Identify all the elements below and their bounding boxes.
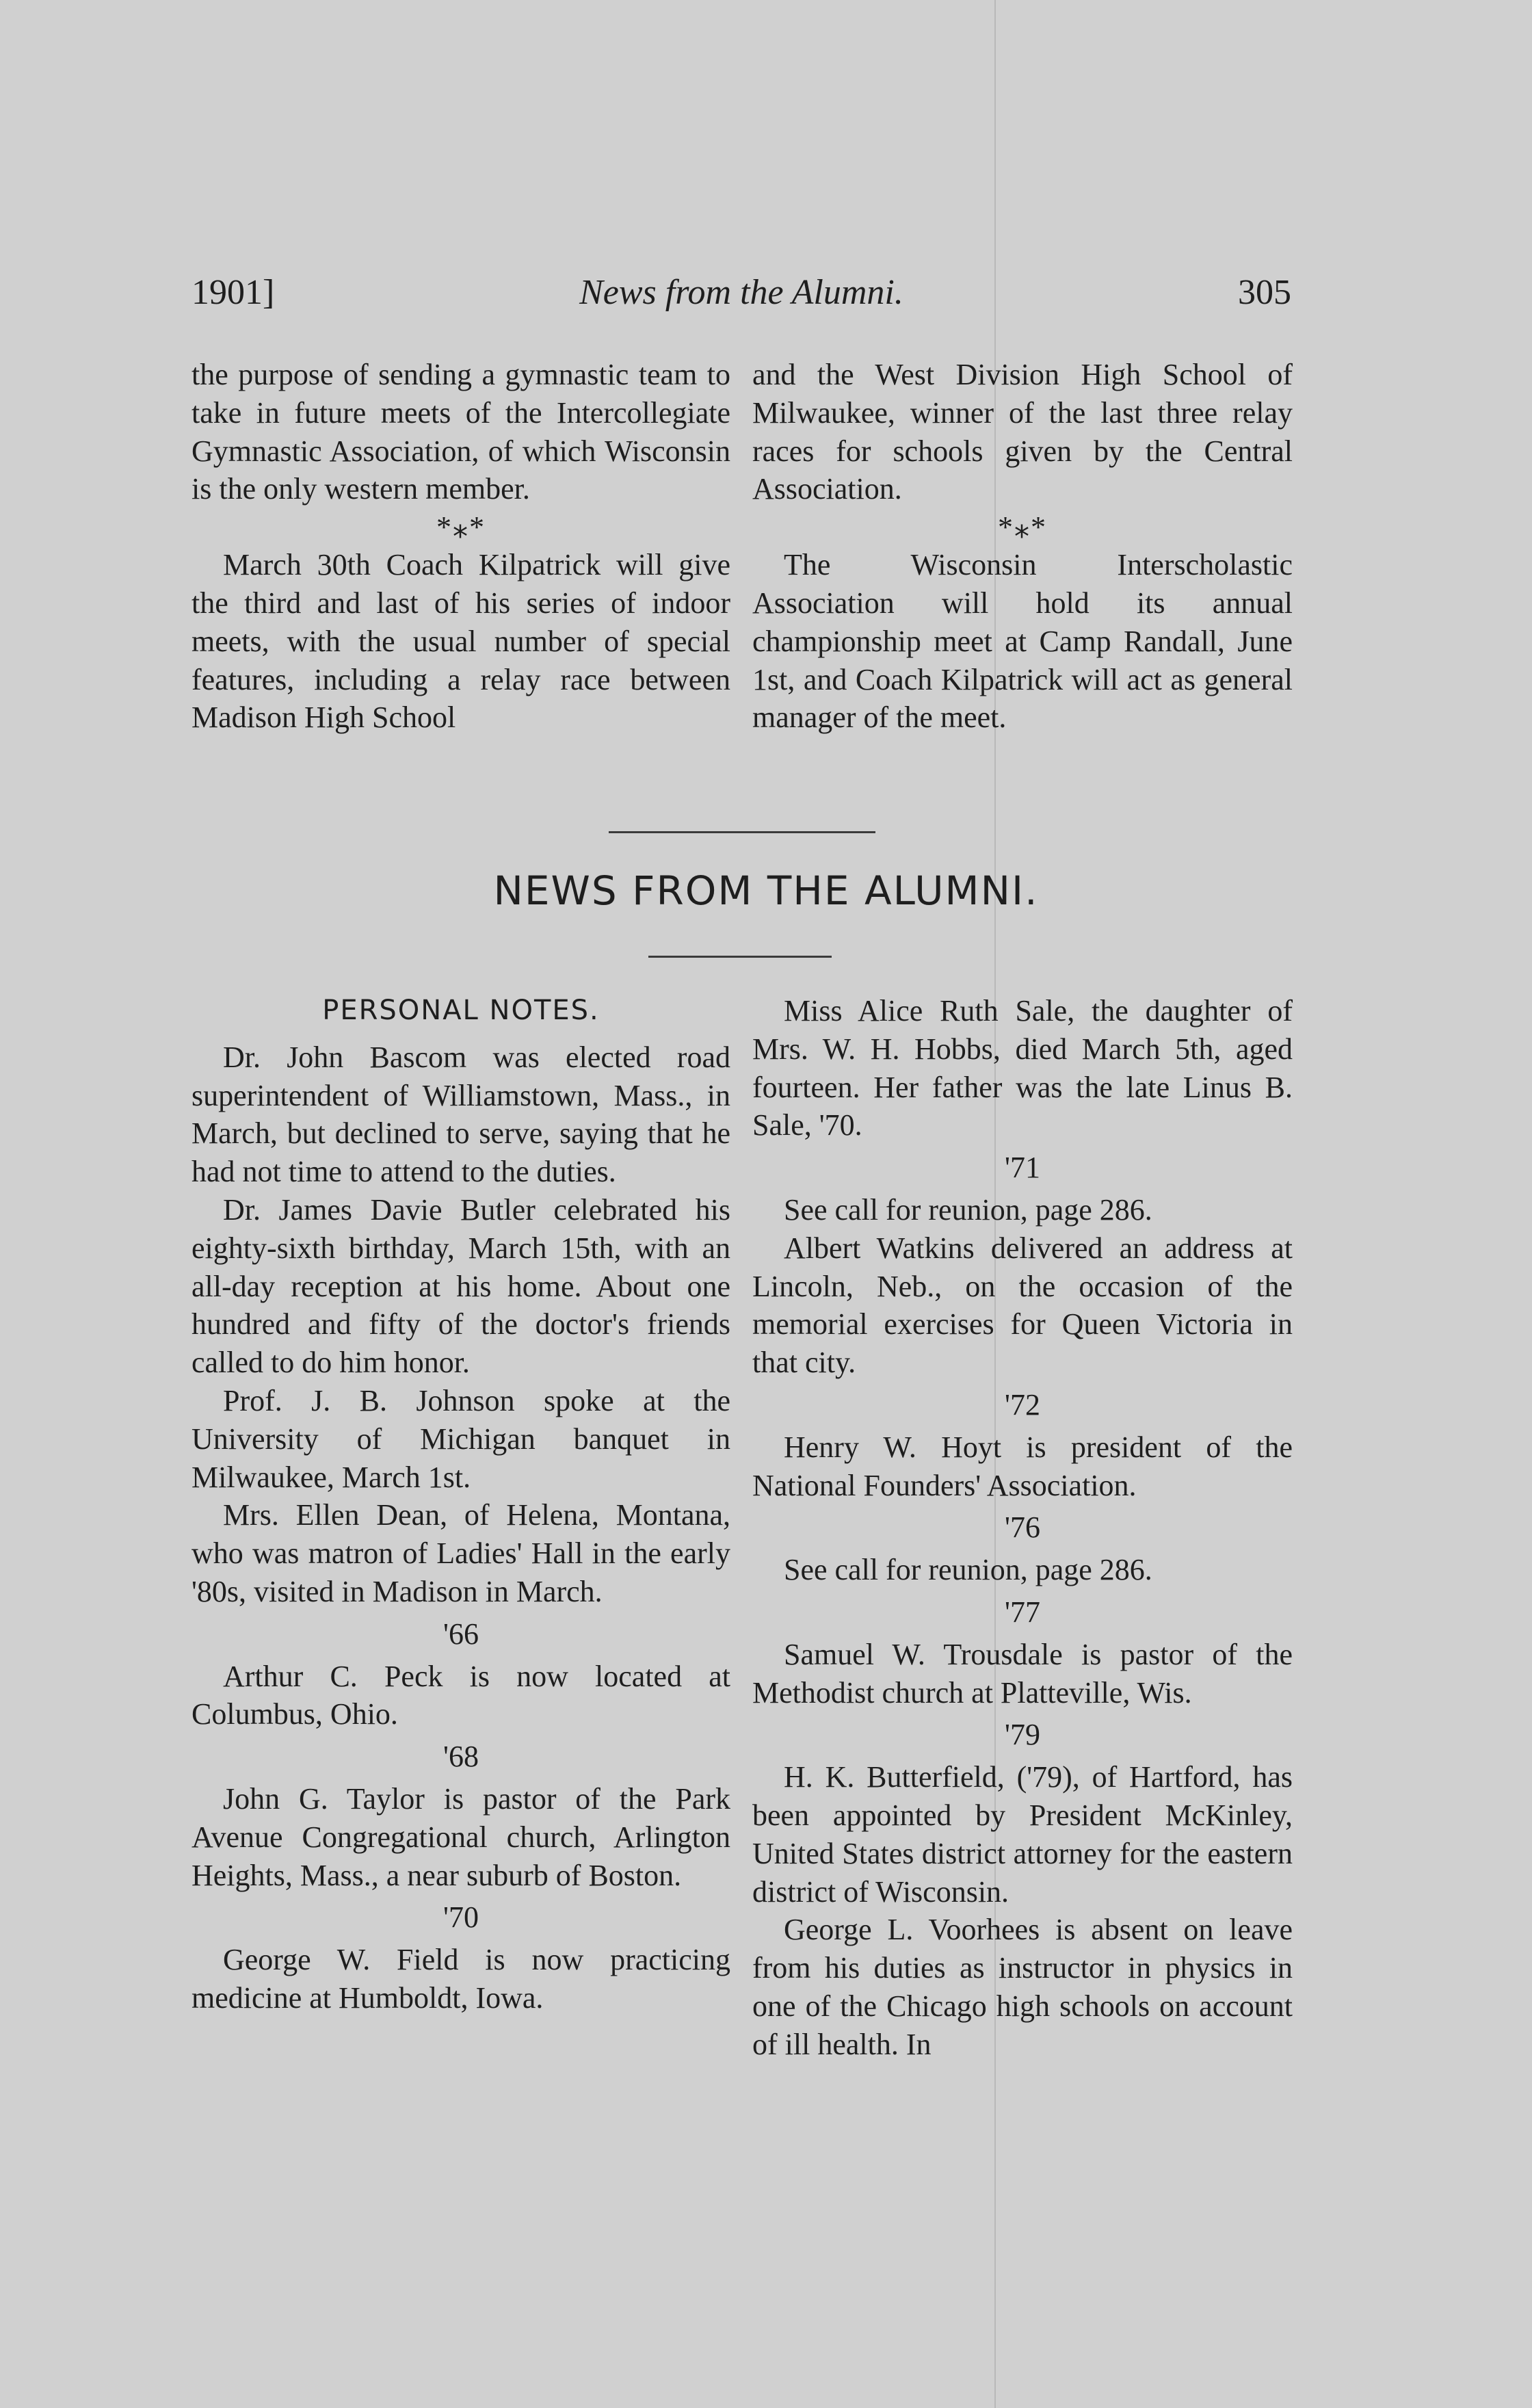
note: Mrs. Ellen Dean, of Helena, Montana, who was matron of Ladies' Hall in the early '80s, visited in Madison in March. — [192, 1498, 730, 1608]
class-year: '77 — [1005, 1595, 1040, 1629]
note: Albert Watkins delivered an address at Lincoln, Neb., on the occasion of the memorial exercises for Queen Victoria in that city. — [752, 1231, 1293, 1380]
note: H. K. Butterfield, ('79), of Hartford, has been appointed by President McKinley, United States district attorney for the eastern district of Wisconsin. — [752, 1760, 1293, 1909]
class-year: '76 — [1005, 1510, 1040, 1545]
paragraph: March 30th Coach Kilpatrick will give the third and last of his series of indoor meets, with the usual number of special features, including a relay race between Madison High School — [192, 548, 730, 735]
note: Henry W. Hoyt is president of the National Founders' Association. — [752, 1430, 1293, 1502]
running-header — [192, 272, 1291, 320]
note: Miss Alice Ruth Sale, the daughter of Mrs. W. H. Hobbs, died March 5th, aged fourteen. Her father was the late Linus B. Sale, '70. — [752, 994, 1293, 1142]
header-page-number: 305 — [1238, 273, 1291, 312]
note: Arthur C. Peck is now located at Columbus, Ohio. — [192, 1659, 730, 1731]
asterism: *⁎* — [998, 510, 1047, 545]
header-year: 1901] — [192, 273, 275, 312]
header-running-title: News from the Alumni. — [579, 273, 903, 312]
divider-rule-bottom — [648, 956, 832, 958]
paragraph: and the West Division High School of Milwaukee, winner of the last three relay races for schools given by the Central Association. — [752, 358, 1293, 506]
left-column-notes — [192, 992, 730, 2017]
class-year: '72 — [1005, 1387, 1040, 1422]
class-year: '70 — [443, 1900, 479, 1935]
note: See call for reunion, page 286. — [784, 1192, 1152, 1227]
note: John G. Taylor is pastor of the Park Avenue Congregational church, Arlington Heights, Mass., a near suburb of Boston. — [192, 1781, 730, 1892]
note: George L. Voorhees is absent on leave from his duties as instructor in physics in one of the Chicago high schools on account of ill health. In — [752, 1913, 1293, 2061]
class-year: '66 — [443, 1617, 479, 1651]
note: Dr. John Bascom was elected road superintendent of Williamstown, Mass., in March, but declined to serve, saying that he had not time to attend to the duties. — [192, 1040, 730, 1189]
note: Prof. J. B. Johnson spoke at the University of Michigan banquet in Milwaukee, March 1st. — [192, 1383, 730, 1494]
paragraph: the purpose of sending a gymnastic team to take in future meets of the Intercollegiate Gymnastic Association, of which Wisconsin is the only western member. — [192, 358, 730, 506]
section-title: NEWS FROM THE ALUMNI. — [493, 867, 1039, 914]
note: Samuel W. Trousdale is pastor of the Methodist church at Platteville, Wis. — [752, 1637, 1293, 1710]
class-year: '71 — [1005, 1151, 1040, 1185]
subheading: PERSONAL NOTES. — [322, 995, 600, 1026]
note: Dr. James Davie Butler celebrated his eighty-sixth birthday, March 15th, with an all-day reception at his home. About one hundred and fifty of the doctor's friends called to do him honor. — [192, 1192, 730, 1380]
top-left-column — [192, 356, 730, 737]
asterism: *⁎* — [436, 510, 486, 545]
class-year: '79 — [1005, 1718, 1040, 1752]
class-year: '68 — [443, 1740, 479, 1774]
divider-rule-top — [609, 831, 875, 833]
right-column-notes — [752, 992, 1293, 2064]
top-right-column — [752, 356, 1293, 737]
note: See call for reunion, page 286. — [784, 1553, 1152, 1587]
paragraph: The Wisconsin Interscholastic Association will hold its annual championship meet at Camp Randall, June 1st, and Coach Kilpatrick will act as general manager of the meet. — [752, 548, 1293, 735]
note: George W. Field is now practicing medicine at Humboldt, Iowa. — [192, 1943, 730, 2015]
